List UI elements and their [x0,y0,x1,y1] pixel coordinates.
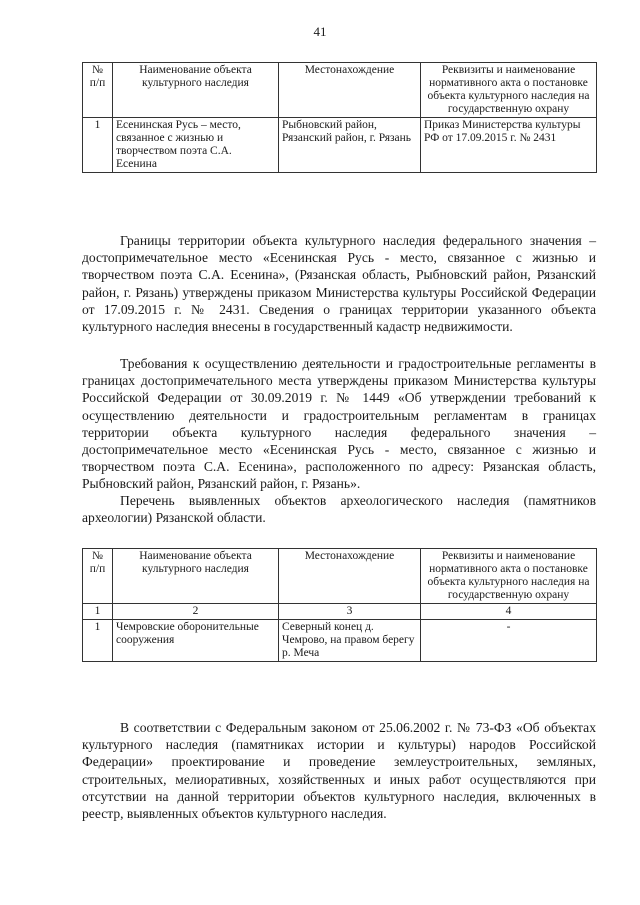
table-header-row [83,549,597,604]
header-location: Местонахождение [279,549,421,604]
table-numbering-row [83,604,597,620]
column-number-1: 1 [83,604,113,620]
header-number: № п/п [83,549,113,604]
header-object-name: Наименование объекта культурного наследия [113,63,279,118]
heritage-objects-table [82,62,597,173]
header-number: № п/п [83,63,113,118]
cell-location: Рыбновский район, Рязанский район, г. Рязань [279,118,421,173]
paragraph-requirements: Требования к осуществлению деятельности и градостроительные регламенты в границах достопримечательного места утверждены приказом Министерства культуры Российской Федерации от 30.09.2019 г. № 1449 «Об утверждении требований к осуществлению деятельности и градостроительным регламентам в границах территории объекта культурного наследия федерального значения – достопримечательное место «Есенинская Русь - место, связанное с жизнью и творчеством поэта С.А. Есенина», расположенного по адресу: Рязанская область, Рыбновский район, Рязанский район, г. Рязань». [82,356,596,492]
column-number-3: 3 [279,604,421,620]
column-number-4: 4 [421,604,597,620]
cell-normative-act: Приказ Министерства культуры РФ от 17.09.2015 г. № 2431 [421,118,597,173]
header-location: Местонахождение [279,63,421,118]
table-header-row [83,63,597,118]
paragraph-archaeology-list: Перечень выявленных объектов археологического наследия (памятников археологии) Рязанской области. [82,493,596,526]
cell-object-name: Есенинская Русь – место, связанное с жизнью и творчеством поэта С.А. Есенина [113,118,279,173]
cell-number: 1 [83,118,113,173]
header-normative-act: Реквизиты и наименование нормативного акта о постановке объекта культурного наследия на государственную охрану [421,63,597,118]
column-number-2: 2 [113,604,279,620]
archaeology-objects-table [82,548,597,662]
page-number: 41 [313,24,327,39]
paragraph-federal-law: В соответствии с Федеральным законом от 25.06.2002 г. № 73-ФЗ «Об объектах культурного наследия (памятниках истории и культуры) народов Российской Федерации» проектирование и проведение землеустроительных, земляных, строительных, мелиоративных, хозяйственных и иных работ осуществляются при отсутствии на данной территории объектов культурного наследия, включенных в реестр, выявленных объектов культурного наследия. [82,720,596,822]
table-row [83,620,597,662]
cell-number: 1 [83,620,113,662]
table-row [83,118,597,173]
cell-object-name: Чемровские оборонительные сооружения [113,620,279,662]
header-object-name: Наименование объекта культурного наследия [113,549,279,604]
cell-normative-act: - [421,620,597,662]
cell-location: Северный конец д. Чемрово, на правом берегу р. Меча [279,620,421,662]
paragraph-boundaries: Границы территории объекта культурного наследия федерального значения – достопримечательное место «Есенинская Русь - место, связанное с жизнью и творчеством поэта С.А. Есенина», (Рязанская область, Рыбновский район, Рязанский район, г. Рязань) утверждены приказом Министерства культуры Российской Федерации от 17.09.2015 г. № 2431. Сведения о границах территории указанного объекта культурного наследия внесены в государственный кадастр недвижимости. [82,233,596,335]
header-normative-act: Реквизиты и наименование нормативного акта о постановке объекта культурного наследия на государственную охрану [421,549,597,604]
